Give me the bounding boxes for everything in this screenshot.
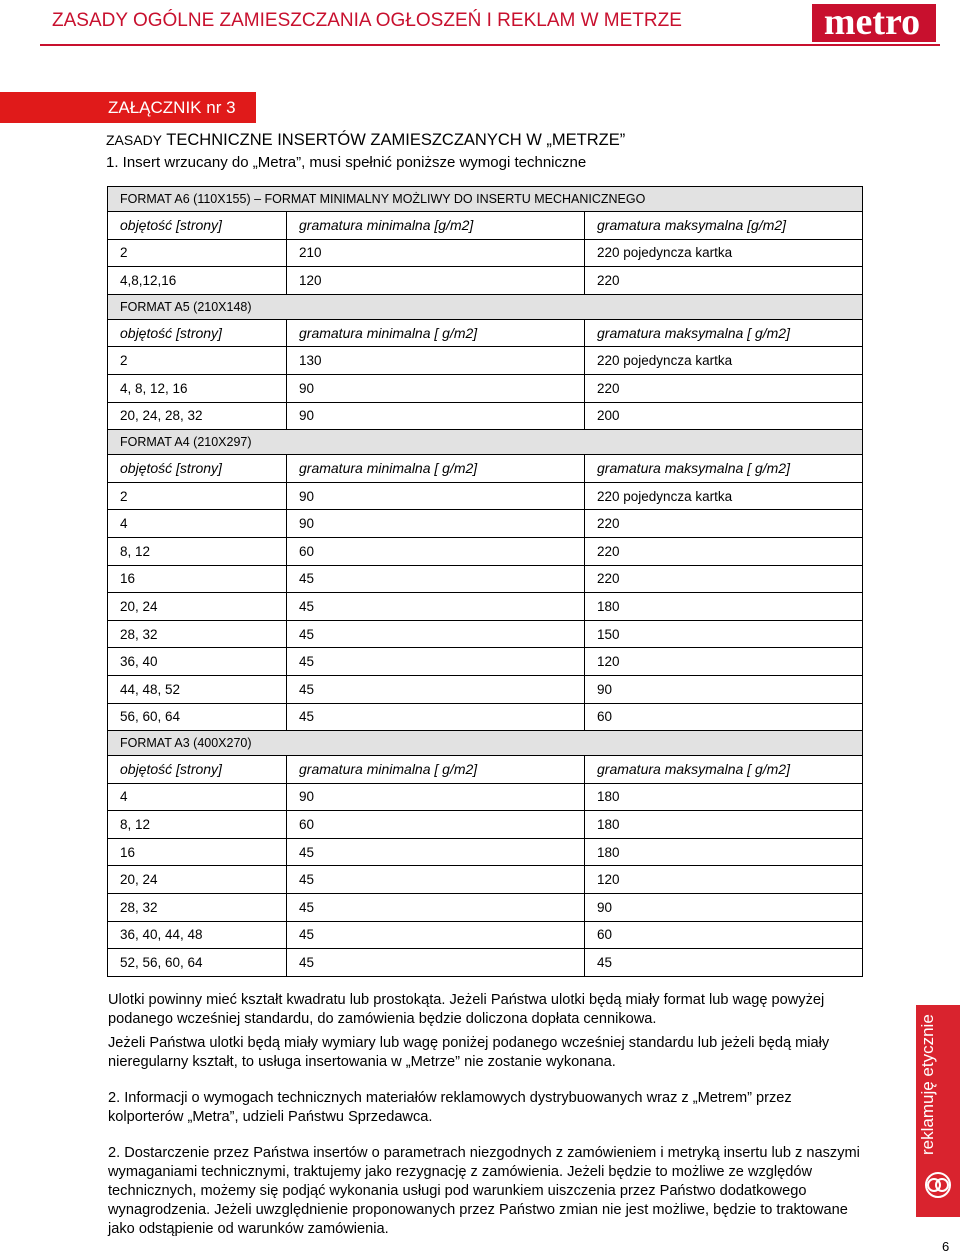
table-cell: 56, 60, 64 [108,703,287,731]
table-cell: 45 [287,838,585,866]
format-heading: FORMAT A5 (210X148) [108,294,863,319]
table-cell: 2 [108,239,287,267]
format-heading-row [108,731,863,756]
table-cell: 28, 32 [108,620,287,648]
column-header: gramatura minimalna [ g/m2] [287,455,585,483]
table-cell: 120 [585,648,863,676]
table-cell: 60 [287,537,585,565]
table-cell: 4, 8, 12, 16 [108,374,287,402]
column-header: gramatura minimalna [ g/m2] [287,756,585,784]
table-cell: 45 [287,675,585,703]
column-header: gramatura maksymalna [ g/m2] [585,455,863,483]
format-heading-row [108,430,863,455]
table-cell: 120 [287,267,585,295]
attachment-banner [0,92,256,123]
format-heading: FORMAT A4 (210X297) [108,430,863,455]
table-cell: 220 pojedyncza kartka [585,482,863,510]
table-row [108,675,863,703]
column-header: objętość [strony] [108,455,287,483]
format-heading: FORMAT A6 (110X155) – FORMAT MINIMALNY MOŻLIWY DO INSERTU MECHANICZNEGO [108,187,863,212]
table-cell: 4 [108,510,287,538]
table-row [108,510,863,538]
table-row [108,894,863,922]
column-header: gramatura maksymalna [ g/m2] [585,756,863,784]
table-row [108,838,863,866]
table-row [108,949,863,977]
table-row [108,537,863,565]
table-row [108,374,863,402]
table-cell: 45 [287,648,585,676]
table-cell: 180 [585,811,863,839]
column-header: gramatura minimalna [g/m2] [287,212,585,240]
table-cell: 45 [287,894,585,922]
table-cell: 20, 24 [108,593,287,621]
document-header-title: ZASADY OGÓLNE ZAMIESZCZANIA OGŁOSZEŃ I REKLAM W METRZE [52,10,682,31]
table-cell: 180 [585,593,863,621]
table-cell: 180 [585,783,863,811]
table-cell: 45 [287,949,585,977]
table-cell: 90 [287,402,585,430]
table-cell: 4,8,12,16 [108,267,287,295]
table-row [108,620,863,648]
table-cell: 220 [585,510,863,538]
table-cell: 210 [287,239,585,267]
table-cell: 28, 32 [108,894,287,922]
column-header: objętość [strony] [108,319,287,347]
table-cell: 45 [287,703,585,731]
table-cell: 2 [108,347,287,375]
table-row [108,482,863,510]
page-number: 6 [942,1239,950,1254]
table-cell: 130 [287,347,585,375]
table-cell: 8, 12 [108,811,287,839]
table-cell: 20, 24 [108,866,287,894]
format-heading: FORMAT A3 (400X270) [108,731,863,756]
column-header-row [108,319,863,347]
table-cell: 45 [287,921,585,949]
column-header: gramatura maksymalna [ g/m2] [585,319,863,347]
paragraph-shape-requirement: Ulotki powinny mieć kształt kwadratu lub prostokąta. Jeżeli Państwa ulotki będą miały format lub wagę powyżej podanego wcześniej standardu, do zamówienia będzie doliczona dopłata cennikowa. [108,992,825,1027]
header-divider [40,44,940,46]
table-cell: 220 [585,537,863,565]
table-cell: 36, 40, 44, 48 [108,921,287,949]
paragraph-nonconforming-inserts: 2. Dostarczenie przez Państwa insertów o parametrach niezgodnych z zamówieniem i metryką insertu lub z naszymi wymaganiami technicznymi, traktujemy jako rezygnację z zamówienia. Jeżeli będzie to możliwe ze względów technicznych, możemy się podjąć wykonania usługi pod warunkiem uiszczenia przez Państwo dodatkowego wynagrodzenia. Jeżeli uwzględnienie proponowanych przez Państwo zmian nie jest możliwe, będzie to traktowane jako odstąpienie od warunków zamówienia. [108,1145,860,1237]
table-cell: 60 [585,703,863,731]
table-row [108,593,863,621]
table-cell: 45 [287,593,585,621]
format-heading-row [108,294,863,319]
column-header: gramatura maksymalna [g/m2] [585,212,863,240]
table-cell: 45 [287,866,585,894]
table-cell: 220 pojedyncza kartka [585,239,863,267]
svg-text:metro: metro [823,2,921,42]
subtitle-small: ZASADY [106,132,163,148]
table-cell: 220 [585,565,863,593]
table-row [108,703,863,731]
ethics-circles-icon [922,1165,954,1205]
table-cell: 45 [585,949,863,977]
metro-logo [812,2,936,42]
insert-specs-table [107,186,863,977]
table-cell: 90 [287,783,585,811]
table-cell: 90 [585,894,863,922]
table-cell: 8, 12 [108,537,287,565]
table-row [108,565,863,593]
table-cell: 2 [108,482,287,510]
format-heading-row [108,187,863,212]
table-row [108,811,863,839]
ethics-badge [916,1005,960,1217]
table-cell: 16 [108,565,287,593]
table-row [108,239,863,267]
table-row [108,402,863,430]
badge-text: reklamuję etycznie [918,1014,937,1155]
column-header-row [108,212,863,240]
table-cell: 16 [108,838,287,866]
table-cell: 90 [287,510,585,538]
table-cell: 36, 40 [108,648,287,676]
paragraph-technical-info: 2. Informacji o wymogach technicznych materiałów reklamowych dystrybuowanych wraz z „Metrem” przez kolporterów „Metra”, udzieli Państwu Sprzedawca. [108,1090,792,1125]
table-cell: 120 [585,866,863,894]
table-cell: 90 [287,374,585,402]
table-cell: 90 [585,675,863,703]
paragraph-below-standard: Jeżeli Państwa ulotki będą miały wymiary lub wagę poniżej podanego wcześniej standardu lub jeżeli będą miały nieregularny kształt, to usługa insertowania w „Metrze” nie zostanie wykonana. [108,1035,830,1070]
column-header: gramatura minimalna [ g/m2] [287,319,585,347]
table-row [108,347,863,375]
column-header: objętość [strony] [108,756,287,784]
attachment-label: ZAŁĄCZNIK nr 3 [108,98,236,117]
table-row [108,267,863,295]
table-cell: 20, 24, 28, 32 [108,402,287,430]
table-cell: 90 [287,482,585,510]
intro-text: 1. Insert wrzucany do „Metra”, musi spełnić poniższe wymogi techniczne [106,154,587,171]
table-row [108,783,863,811]
table-cell: 150 [585,620,863,648]
table-row [108,921,863,949]
table-row [108,866,863,894]
table-cell: 220 pojedyncza kartka [585,347,863,375]
column-header: objętość [strony] [108,212,287,240]
table-row [108,648,863,676]
column-header-row [108,455,863,483]
table-cell: 60 [585,921,863,949]
table-cell: 220 [585,374,863,402]
column-header-row [108,756,863,784]
table-cell: 220 [585,267,863,295]
table-cell: 180 [585,838,863,866]
table-cell: 200 [585,402,863,430]
table-cell: 52, 56, 60, 64 [108,949,287,977]
table-cell: 45 [287,565,585,593]
table-cell: 45 [287,620,585,648]
table-cell: 44, 48, 52 [108,675,287,703]
subtitle-main: TECHNICZNE INSERTÓW ZAMIESZCZANYCH W „METRZE” [162,131,626,149]
table-cell: 60 [287,811,585,839]
section-subtitle [106,131,625,150]
table-cell: 4 [108,783,287,811]
